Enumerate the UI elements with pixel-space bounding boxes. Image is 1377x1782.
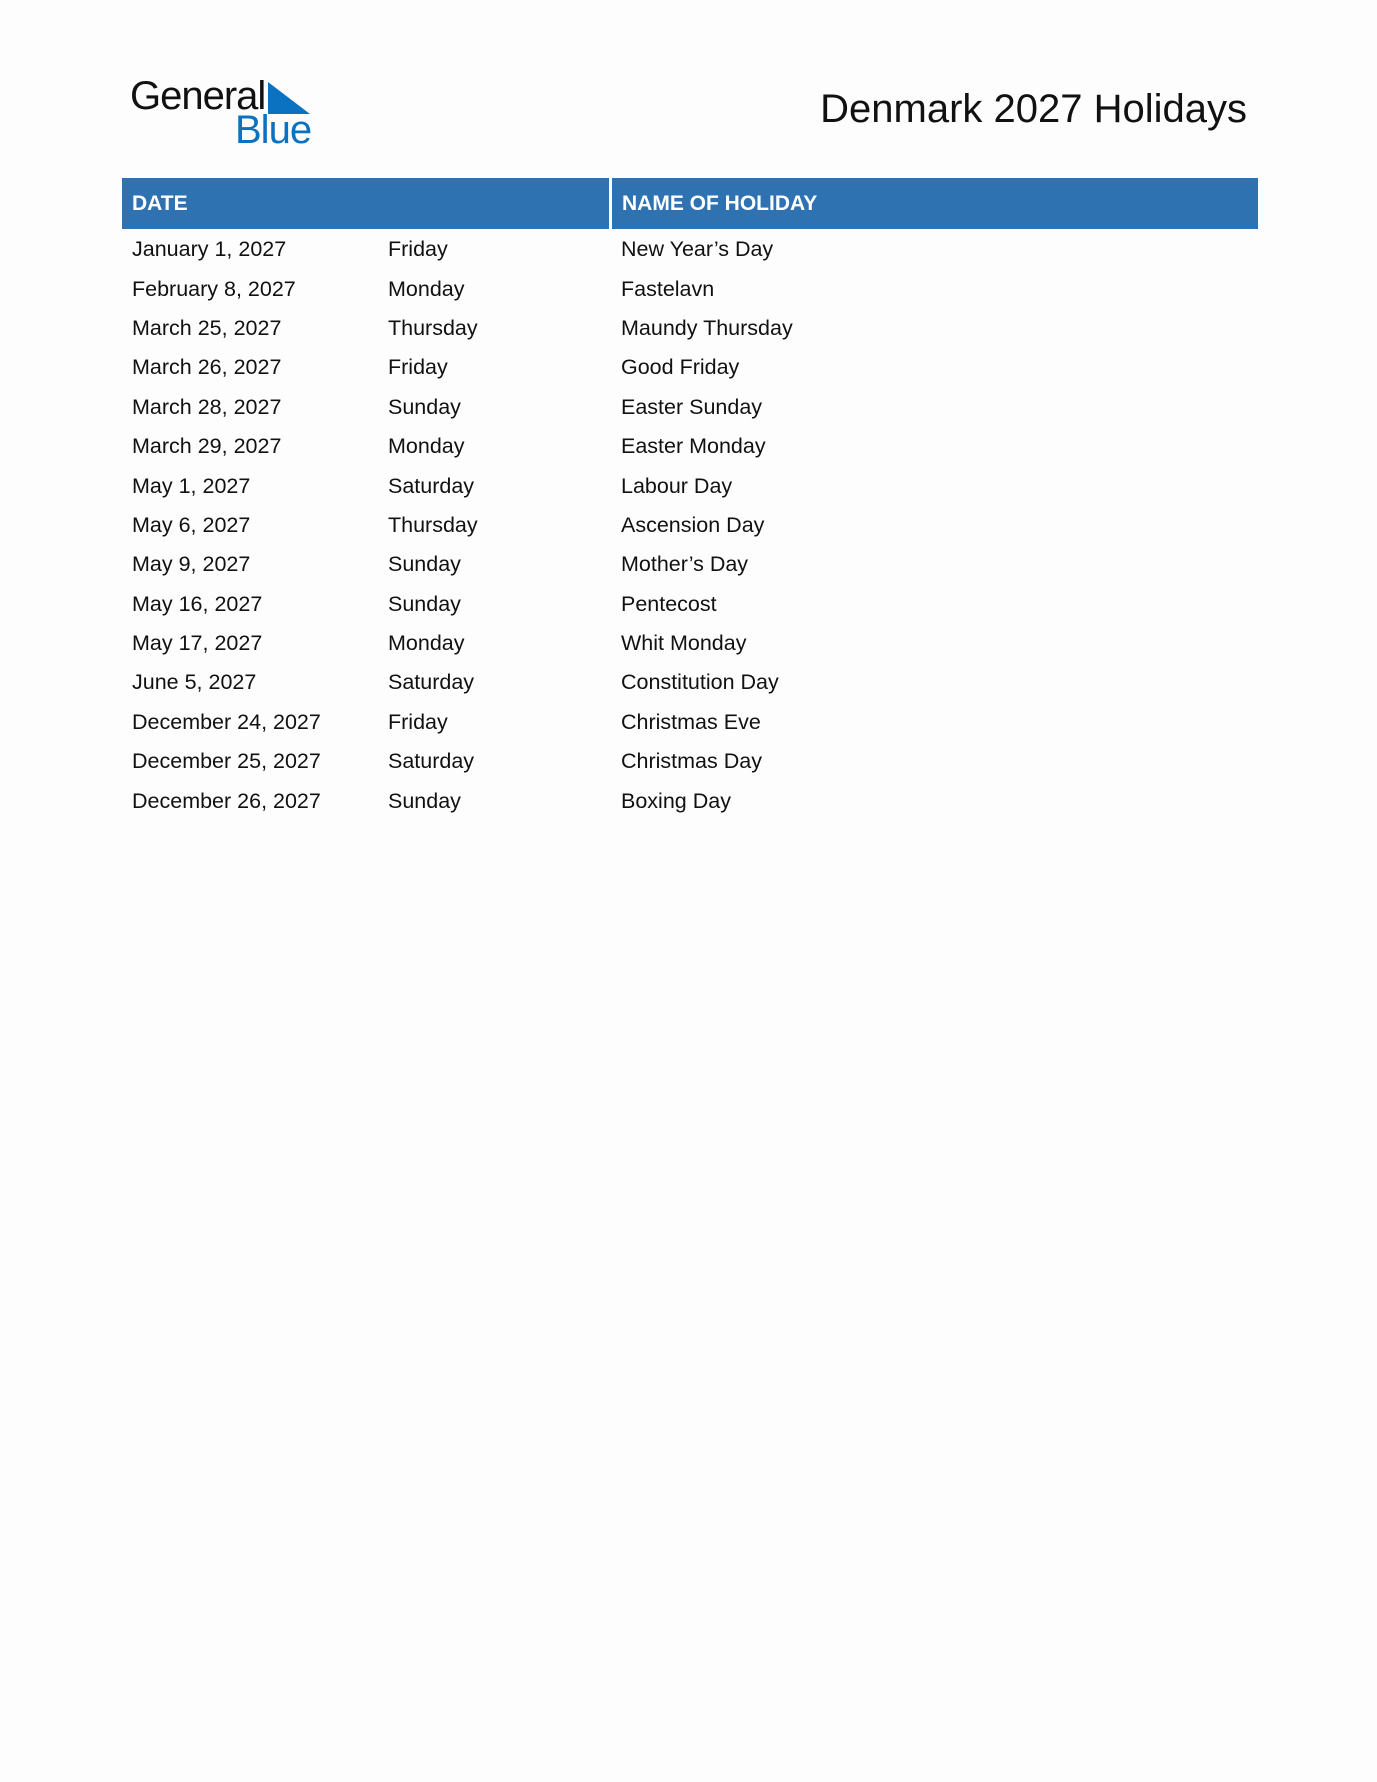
weekday-cell: Monday [388, 434, 465, 459]
date-cell: March 29, 2027 [132, 434, 282, 459]
weekday-cell: Saturday [388, 749, 475, 774]
weekday-cell: Friday [388, 709, 448, 734]
table-row [122, 585, 1258, 624]
weekday-cell: Saturday [388, 670, 475, 695]
holiday-name-cell: Ascension Day [621, 512, 765, 537]
holiday-name-cell: Christmas Eve [621, 709, 761, 734]
weekday-cell: Friday [388, 355, 448, 380]
holiday-name-cell: Good Friday [621, 355, 740, 380]
holiday-name-cell: Easter Monday [621, 434, 766, 459]
holiday-name-cell: New Year’s Day [621, 237, 774, 262]
table-row [122, 781, 1258, 820]
date-cell: May 17, 2027 [132, 631, 263, 656]
holiday-name-cell: Constitution Day [621, 670, 779, 695]
logo-text-general: General [130, 74, 266, 118]
table-header [122, 178, 1258, 229]
table-row [122, 506, 1258, 545]
weekday-cell: Thursday [388, 315, 478, 340]
holiday-name-cell: Fastelavn [621, 276, 715, 301]
holiday-name-cell: Pentecost [621, 591, 717, 616]
date-cell: May 16, 2027 [132, 591, 263, 616]
column-header-date: DATE [122, 178, 609, 229]
weekday-cell: Sunday [388, 591, 461, 616]
date-cell: March 28, 2027 [132, 394, 282, 419]
weekday-cell: Sunday [388, 552, 461, 577]
date-cell: December 25, 2027 [132, 749, 321, 774]
table-row [122, 348, 1258, 387]
logo-text-blue: Blue [235, 108, 312, 152]
table-row [122, 427, 1258, 466]
date-cell: January 1, 2027 [132, 237, 287, 262]
holiday-name-cell: Mother’s Day [621, 552, 749, 577]
holiday-name-cell: Boxing Day [621, 788, 731, 813]
table-row [122, 624, 1258, 663]
table-row [122, 545, 1258, 584]
table-row [122, 230, 1258, 269]
weekday-cell: Thursday [388, 512, 478, 537]
table-row [122, 388, 1258, 427]
holiday-name-cell: Christmas Day [621, 749, 762, 774]
weekday-cell: Sunday [388, 394, 461, 419]
page-title: Denmark 2027 Holidays [820, 87, 1247, 131]
table-row [122, 703, 1258, 742]
table-row [122, 309, 1258, 348]
holiday-name-cell: Labour Day [621, 473, 733, 498]
holiday-name-cell: Maundy Thursday [621, 315, 793, 340]
holiday-name-cell: Easter Sunday [621, 394, 763, 419]
date-cell: December 24, 2027 [132, 709, 321, 734]
date-cell: May 1, 2027 [132, 473, 251, 498]
date-cell: March 25, 2027 [132, 315, 282, 340]
generalblue-logo [130, 74, 330, 154]
date-cell: June 5, 2027 [132, 670, 257, 695]
column-header-holiday-name: NAME OF HOLIDAY [612, 178, 1258, 229]
holiday-table-body [122, 230, 1258, 821]
date-cell: March 26, 2027 [132, 355, 282, 380]
date-cell: May 6, 2027 [132, 512, 251, 537]
date-cell: February 8, 2027 [132, 276, 296, 301]
table-row [122, 742, 1258, 781]
table-row [122, 269, 1258, 308]
table-row [122, 466, 1258, 505]
table-row [122, 663, 1258, 702]
date-cell: December 26, 2027 [132, 788, 321, 813]
weekday-cell: Monday [388, 276, 465, 301]
weekday-cell: Sunday [388, 788, 461, 813]
weekday-cell: Friday [388, 237, 448, 262]
weekday-cell: Saturday [388, 473, 475, 498]
holiday-name-cell: Whit Monday [621, 631, 747, 656]
weekday-cell: Monday [388, 631, 465, 656]
date-cell: May 9, 2027 [132, 552, 251, 577]
